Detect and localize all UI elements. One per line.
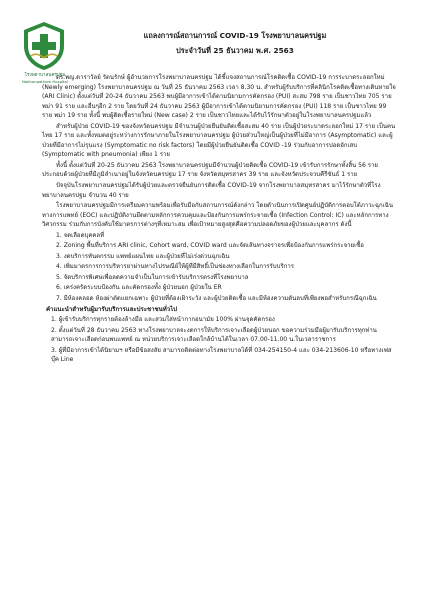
- list-item: 6. เคร่งครัดระบบป้องกัน และคัดกรองทั้ง ผู้ป่วยนอก ผู้ป่วยใน ER: [56, 284, 222, 292]
- list-item: 3. ผู้ที่มีอาการเข้าได้นิยามฯ หรือมีข้อสงสัย สามารถติดต่อทางโรงพยาบาลได้ที่ 034-254150-4 และ 034-213606-10 หรือทางเฟสบุ๊ค Line: [51, 346, 392, 364]
- list-item: 4. เพิ่มมาตรการการบริหารยาผ่านทางไปรษณีย์ให้ผู้ที่มีสิทธิ์เป็นช่องทางเลือกในการรับบริการ: [56, 263, 295, 271]
- title-line-2: ประจำวันที่ 25 ธันวาคม พ.ศ. 2563: [176, 46, 294, 55]
- list-item: 1. ผู้เข้ารับบริการทุกรายต้องล้างมือ และสวมใส่หน้ากากอนามัย 100% ผ่านจุดคัดกรอง: [51, 316, 275, 324]
- paragraph-referrals: ปัจจุบันโรงพยาบาลนครปฐมได้รับผู้ป่วยและตรวจยืนยันการติดเชื้อ COVID-19 จากโรงพยาบาลสมุทรสาคร มาไว้รักษาตัวที่โรงพยาบาลนครปฐม จำนวน 40 ราย: [42, 182, 381, 199]
- list-item: 1. จดเลือดบุคคลที่: [56, 231, 105, 239]
- hospital-logo-icon: [20, 20, 68, 72]
- paragraph-admissions: ทั้งนี้ ตั้งแต่วันที่ 20-25 ธันวาคม 2563 โรงพยาบาลนครปฐมมีจำนวนผู้ป่วยติดเชื้อ COVID-19 เข้ารับการรักษาทั้งสิ้น 56 ราย ประกอบด้วยผู้ป่วยที่มีภูมิลำเนาอยู่ในจังหวัดนครปฐม 17 ราย จังหวัดสมุทรสาคร 39 ราย และจังหวัดประจวบคีรีขันธ์ 1 ราย: [42, 161, 378, 179]
- paragraph-situation: ดร.พญ.ดาราวัลย์ รัตนรักษ์ ผู้อำนวยการโรงพยาบาลนครปฐม ได้ชี้แจงสถานการณ์โรคติดเชื้อ COVID-19 การระบาดระลอกใหม่ (Newly emerging) โรงพยาบาลนครปฐม ณ วันที่ 25 ธันวาคม 2563 เวลา 8.30 น. สำหรับผู้รับบริการที่คลินิกโรคติดเชื้อทางเดินหายใจ (ARI Clinic) ตั้งแต่วันที่ 20-24 ธันวาคม 2563 พบผู้มีอาการเข้าได้ตามนิยามการคัดกรอง (PUI) สะสม 798 ราย เป็นชาวไทย 705 ราย พม่า 91 ราย และอื่นๆอีก 2 ราย โดยวันที่ 24 ธันวาคม 2563 ผู้มีอาการเข้าได้ตามนิยามการคัดกรอง (PUI) 118 ราย เป็นชาวไทย 99 ราย พม่า 19 ราย ทั้งนี้ พบผู้ติดเชื้อรายใหม่ (New case) 2 ราย เป็นชาวไทยและได้รับไว้รักษาตัวอยู่ในโรงพยาบาลนครปฐมแล้ว: [42, 74, 396, 120]
- measures-list: [42, 231, 396, 304]
- recommendations-heading: คำแนะนำสำหรับผู้มารับบริการและประชาชนทั่วไป: [46, 305, 177, 313]
- list-item: 2. Zoning พื้นที่บริการ ARI clinic, Cohort ward, COVID ward และจัดเส้นทางจราจรเพื่อป้องกันการแพร่กระจายเชื้อ: [56, 242, 364, 250]
- recommendations-list: [42, 315, 396, 365]
- paragraph-province-cases: สำหรับผู้ป่วย COVID-19 ของจังหวัดนครปฐม มีจำนวนผู้ป่วยยืนยันติดเชื้อสะสม 40 ราย เป็นผู้ป่วยระบาดระลอกใหม่ 17 ราย เป็นคนไทย 17 ราย และทั้งหมดอยู่ระหว่างการรักษาภายในโรงพยาบาลนครปฐม ผู้ป่วยส่วนใหญ่เป็นผู้ป่วยที่ไม่มีอาการ (Asymptomatic) และผู้ป่วยที่มีอาการไม่รุนแรง (Symptomatic no risk factors) โดยมีผู้ป่วยยืนยันติดเชื้อ COVID -19 ร่วมกับอาการปอดอักเสบ (Symptomatic with pneumonia) เพียง 1 ราย: [42, 122, 396, 159]
- list-item: 5. จัดบริการพิเศษเพื่อลดความจำเป็นในการเข้ารับบริการตรงที่โรงพยาบาล: [56, 273, 249, 281]
- document-title: [110, 28, 360, 58]
- title-line-1: แถลงการณ์สถานการณ์ COVID-19 โรงพยาบาลนครปฐม: [143, 31, 327, 40]
- hospital-name-th: โรงพยาบาลนครปฐม: [24, 73, 66, 78]
- document-body: [42, 73, 396, 366]
- hospital-name-en: Nakhonpathom Hospital: [22, 79, 68, 84]
- list-item: 2. ตั้งแต่วันที่ 28 ธันวาคม 2563 ทางโรงพยาบาลจะงดการให้บริการเจาะเลือดผู้ป่วยนอก ขอความร่วมมือผู้มารับบริการทุกท่าน สามารถเจาะเลือดก่อนพบแพทย์ ณ หน่วยบริการเจาะเลือดใกล้บ้านได้ในเวลา 07.00-11.00 น.ในเวลาราชการ: [51, 326, 377, 344]
- paragraph-preparedness: โรงพยาบาลนครปฐมมีการเตรียมความพร้อมเพื่อรับมือกับสถานการณ์ดังกล่าว โดยดำเนินการเปิดศูนย์ปฏิบัติการตอบโต้ภาวะฉุกเฉินทางการแพทย์ (EOC) และปฏิบัติงานยึดตามหลักการควบคุมและป้องกันการแพร่กระจายเชื้อ (Infection Control: IC) และหลักการทางวิศวกรรม ร่วมกับการบังคับใช้มาตรการต่างๆที่เหมาะสม เพื่อเป้าหมายสูงสุดคือความปลอดภัยของผู้ป่วยและบุคลากร ดังนี้: [42, 202, 393, 229]
- list-item: 3. งดบริการทันตกรรม แพทย์แผนไทย และผู้ป่วยที่ไม่เร่งด่วนฉุกเฉิน: [56, 252, 230, 260]
- list-item: 7. มีห้องคลอด ห้องผ่าตัดแยกเฉพาะ ผู้ป่วยที่ต้องเฝ้าระวัง และผู้ป่วยติดเชื้อ และมีห้องความดันลบที่เพียงพอสำหรับกรณีฉุกเฉิน: [56, 295, 377, 303]
